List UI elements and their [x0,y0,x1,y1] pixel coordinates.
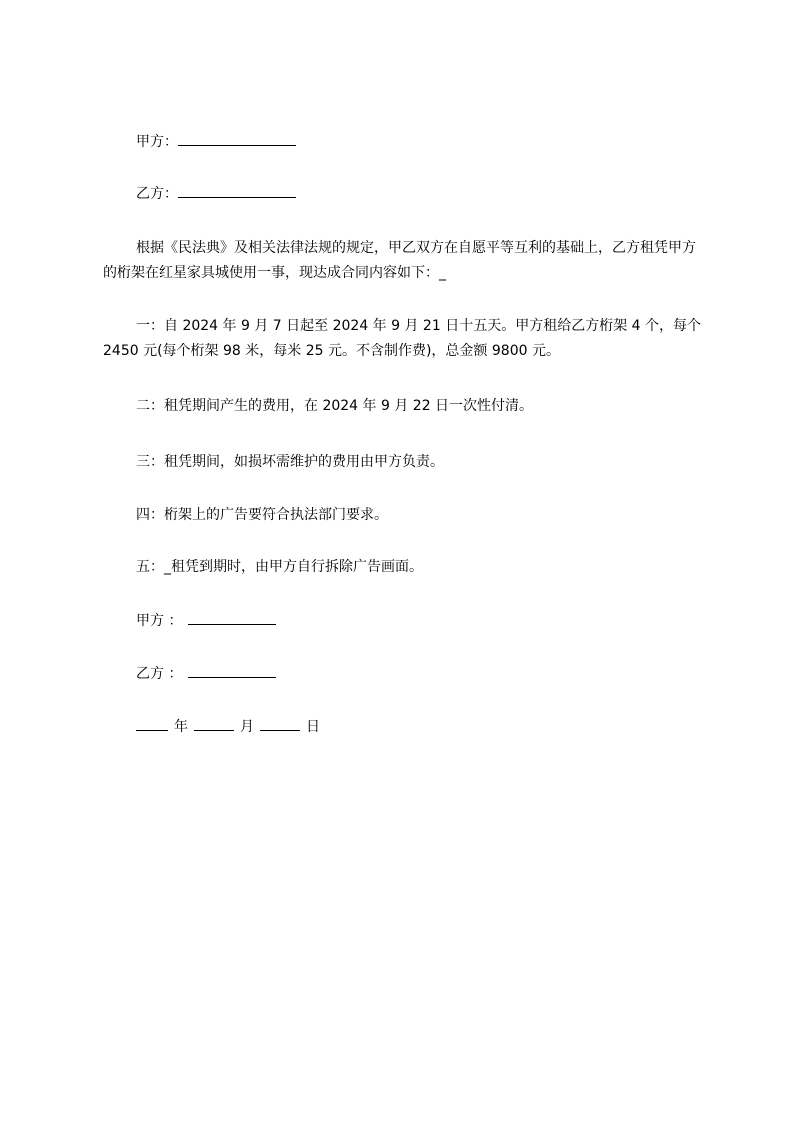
party-b-signature-blank [188,665,276,678]
party-a-label: 甲方： [136,134,178,150]
party-a-header-line [136,133,296,151]
preamble-paragraph: 根据《民法典》及相关法律法规的规定，甲乙双方在自愿平等互利的基础上，乙方租凭甲方的桁架在红星家具城使用一事，现达成合同内容如下：_ [103,240,696,281]
clause-1: 一：自 2024 年 9 月 7 日起至 2024 年 9 月 21 日十五天。甲方租给乙方桁架 4 个，每个 2450 元(每个桁架 98 米，每米 25 元。不含制作费)，总金额 9800 元。 [103,318,702,359]
party-b-label: 乙方： [136,186,178,202]
clause-5: 五：_租凭到期时，由甲方自行拆除广告画面。 [136,559,423,575]
year-label: 年 [174,719,188,735]
year-blank [136,718,168,731]
party-b-name-blank [178,185,296,198]
clause-3: 三：租凭期间，如损坏需维护的费用由甲方负责。 [136,454,444,470]
party-a-signature-blank [188,612,276,625]
clause-4: 四：桁架上的广告要符合执法部门要求。 [136,507,388,523]
party-b-header-line [136,185,296,203]
party-a-name-blank [178,133,296,146]
clause-2: 二：租凭期间产生的费用，在 2024 年 9 月 22 日一次性付清。 [136,398,534,414]
party-b-signature-label: 乙方 ： [136,666,183,682]
date-line [136,718,320,736]
party-b-signature-line [136,665,276,683]
party-a-signature-label: 甲方 ： [136,613,183,629]
month-blank [194,718,234,731]
party-a-signature-line [136,612,276,630]
month-label: 月 [240,719,254,735]
day-blank [260,718,300,731]
day-label: 日 [306,719,320,735]
